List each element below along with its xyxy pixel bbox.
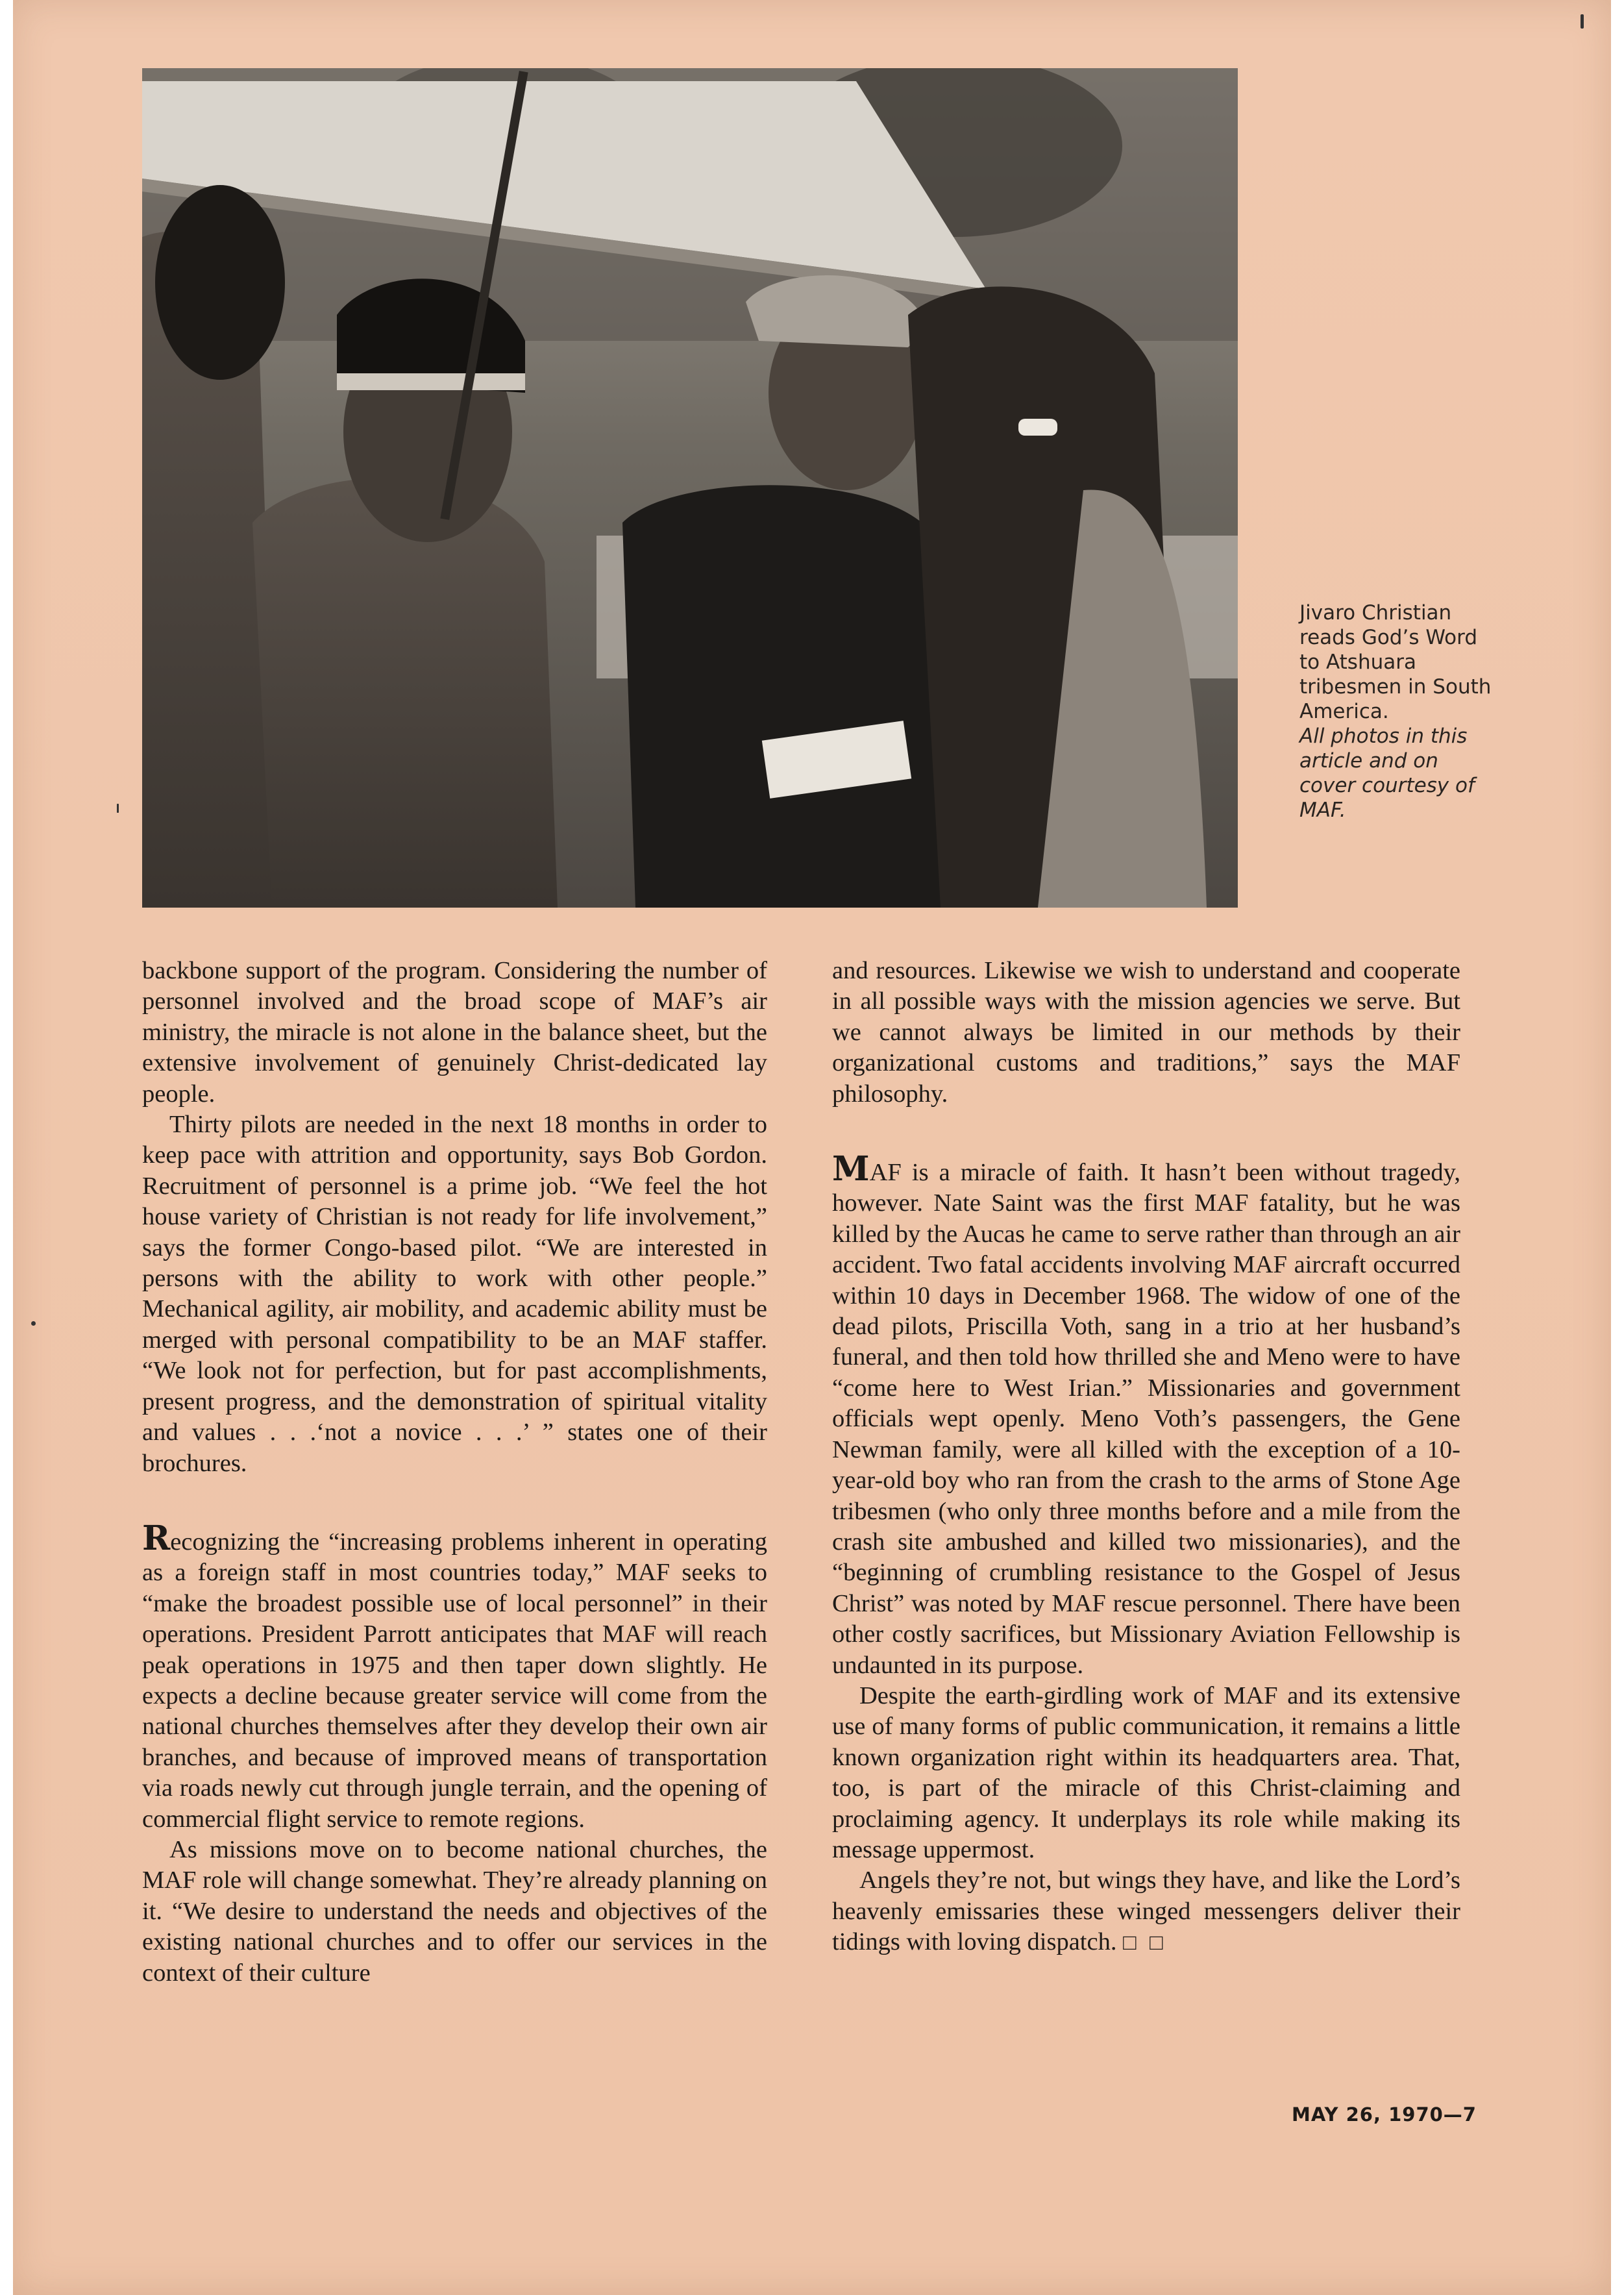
paragraph: backbone support of the program. Considering the number of personnel involved and the broad scope of MAF’s air ministry, the miracle is not alone in the balance sheet, but the extensive involvement of genuinely Christ-dedicated lay people.: [142, 957, 767, 1108]
paragraph-text: ecognizing the “increasing problems inherent in operating as a foreign staff in most countries today,” MAF seeks to “make the broadest possible use of local personnel” in their operations. President Parrott anticipates that MAF will reach peak operations in 1975 and then taper down slightly. He expects a decline because greater service will come from the national churches themselves after they develop their own air branches, and because of improved means of transportation via roads newly cut through jungle terrain, and the opening of commercial flight service to remote regions.: [142, 1528, 767, 1833]
caption-text: Jivaro Christian reads God’s Word to Atshuara tribesmen in South America.: [1299, 601, 1492, 723]
paragraph-text: AF is a miracle of faith. It hasn’t been without tragedy, however. Nate Saint was the first MAF fatality, but he was killed by the Aucas he came to serve rather than through an air accident. Two fatal accidents involving MAF aircraft occurred within 10 days in December 1968. The widow of one of the dead pilots, Priscilla Voth, sang in a trio at her husband’s funeral, and then told how thrilled she and Meno were to have “come here to West Irian.” Missionaries and government officials wept openly. Meno Voth’s passengers, the Gene Newman family, were all killed with the exception of a 10-year-old boy who ran from the crash to the arms of Stone Age tribesmen (who only three months before and a mile from the crash site ambushed and killed two missionaries), and the “beginning of crumbling resistance to the Gospel of Jesus Christ” was noted by MAF rescue personnel. There have been other costly sacrifices, but Missionary Aviation Fellowship is undaunted in its purpose.: [832, 1159, 1460, 1679]
end-marks: □ □: [1123, 1931, 1167, 1955]
paragraph-dropcap: [142, 1518, 767, 1835]
paragraph: and resources. Likewise we wish to understand and cooperate in all possible ways with the mission agencies we serve. But we cannot always be limited in our methods by their organizational customs and traditions,” says the MAF philosophy.: [832, 957, 1460, 1108]
paragraph-dropcap: [832, 1149, 1460, 1681]
paragraph: [832, 1865, 1460, 1958]
page-speck: [31, 1321, 36, 1326]
magazine-page: [13, 0, 1611, 2295]
dropcap: M: [832, 1149, 870, 1189]
page-footer: MAY 26, 1970—7: [1292, 2103, 1477, 2126]
dropcap: R: [142, 1518, 171, 1558]
page-speck: [1581, 14, 1584, 29]
tribesmen-photo: [142, 68, 1238, 908]
paragraph: Thirty pilots are needed in the next 18 months in order to keep pace with attrition and opportunity, says Bob Gordon. Recruitment of personnel is a prime job. “We feel the hot house variety of Christian is not ready for life involvement,” says the former Congo-based pilot. “We are interested in persons with the ability to work with other people.” Mechanical agility, air mobility, and academic ability must be merged with personal compatibility to be an MAF staffer. “We look not for perfection, but for past accomplishments, present progress, and the demonstration of spiritual vitality and values . . .‘not a novice . . .’ ” states one of their brochures.: [142, 1111, 767, 1477]
left-column: [142, 956, 767, 1989]
page-speck: [117, 804, 119, 813]
photo-caption: [1299, 601, 1494, 823]
paragraph-text: Angels they’re not, but wings they have, and like the Lord’s heavenly emissaries these winged messengers deliver their tidings with loving dispatch.: [832, 1867, 1460, 1956]
right-column: [832, 956, 1460, 1959]
paragraph: As missions move on to become national churches, the MAF role will change somewhat. They’re already planning on it. “We desire to understand the needs and objectives of the existing national churches and to offer our services in the context of their culture: [142, 1835, 767, 1987]
caption-credit: All photos in this article and on cover courtesy of MAF.: [1299, 725, 1475, 822]
photo-image: [142, 68, 1238, 908]
paragraph: Despite the earth-girdling work of MAF and its extensive use of many forms of public communication, it remains a little known organization right within its headquarters area. That, too, is part of the miracle of this Christ-claiming and proclaiming agency. It underplays its role while making its message uppermost.: [832, 1681, 1460, 1863]
